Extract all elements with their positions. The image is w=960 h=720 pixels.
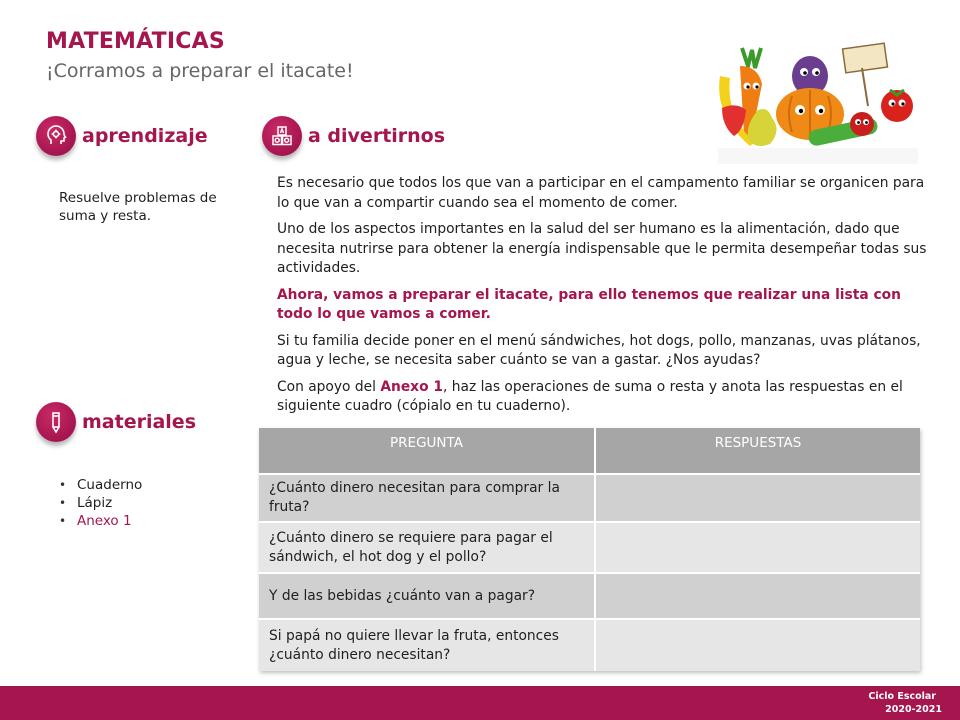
question-cell: ¿Cuánto dinero se requiere para pagar el sándwich, el hot dog y el pollo? — [259, 522, 595, 573]
head-gear-icon — [36, 116, 76, 156]
table-header-row — [259, 428, 920, 474]
paragraph — [277, 378, 927, 417]
answer-cell[interactable] — [595, 619, 920, 671]
material-item-annex-link[interactable]: • Anexo 1 — [59, 512, 142, 530]
paragraph: Uno de los aspectos importantes en la salud del ser humano es la alimentación, dado que necesita nutrirse para obtener la energía indispensable que le permita desempeñar todas sus actividades. — [277, 221, 927, 276]
answer-cell[interactable] — [595, 522, 920, 573]
answer-table — [259, 428, 920, 671]
table-row — [259, 522, 920, 573]
material-item: • Lápiz — [59, 494, 142, 512]
table-row — [259, 573, 920, 619]
text-fragment: , haz las operaciones de suma o resta y anota las respuestas en el siguiente cuadro (cópialo en tu cuaderno). — [277, 378, 903, 414]
column-header-question: PREGUNTA — [259, 428, 595, 474]
question-cell: Y de las bebidas ¿cuánto van a pagar? — [259, 573, 595, 619]
material-item: • Cuaderno — [59, 476, 142, 494]
activity-instructions — [277, 174, 927, 424]
paragraph: Es necesario que todos los que van a participar en el campamento familiar se organicen para lo que van a compartir cuando sea el momento de comer. — [277, 175, 925, 211]
fun-section-header — [262, 116, 445, 156]
table-row — [259, 619, 920, 671]
paragraph: Si tu familia decide poner en el menú sándwiches, hot dogs, pollo, manzanas, uvas plátanos, agua y leche, se necesita saber cuánto se van a gastar. ¿Nos ayudas? — [277, 332, 921, 368]
footer-cycle-label: Ciclo Escolar — [868, 691, 936, 702]
column-header-answers: RESPUESTAS — [595, 428, 920, 474]
learning-objective: Resuelve problemas de suma y resta. — [59, 190, 217, 224]
text-fragment: Con apoyo del — [277, 378, 381, 395]
answer-cell[interactable] — [595, 573, 920, 619]
learn-section-title: aprendizaje — [82, 125, 208, 147]
pencil-icon — [36, 402, 76, 442]
lesson-subtitle: ¡Corramos a preparar el itacate! — [46, 60, 354, 82]
blocks-icon — [262, 116, 302, 156]
subject-title: MATEMÁTICAS — [46, 29, 225, 54]
footer-bar — [0, 686, 960, 720]
materials-list — [59, 476, 142, 530]
answer-cell[interactable] — [595, 474, 920, 522]
table-row — [259, 474, 920, 522]
learn-section-header — [36, 116, 208, 156]
materials-section-title: materiales — [82, 411, 196, 433]
fun-section-title: a divertirnos — [308, 125, 446, 147]
vegetable-characters-illustration — [712, 36, 922, 166]
question-cell: Si papá no quiere llevar la fruta, entonces ¿cuánto dinero necesitan? — [259, 619, 595, 671]
annex-link[interactable]: Anexo 1 — [380, 378, 443, 395]
materials-section-header — [36, 402, 196, 442]
question-cell: ¿Cuánto dinero necesitan para comprar la fruta? — [259, 474, 595, 522]
highlighted-paragraph: Ahora, vamos a preparar el itacate, para ello tenemos que realizar una lista con todo lo que vamos a comer. — [277, 286, 901, 322]
footer-cycle-years: 2020-2021 — [885, 704, 942, 715]
